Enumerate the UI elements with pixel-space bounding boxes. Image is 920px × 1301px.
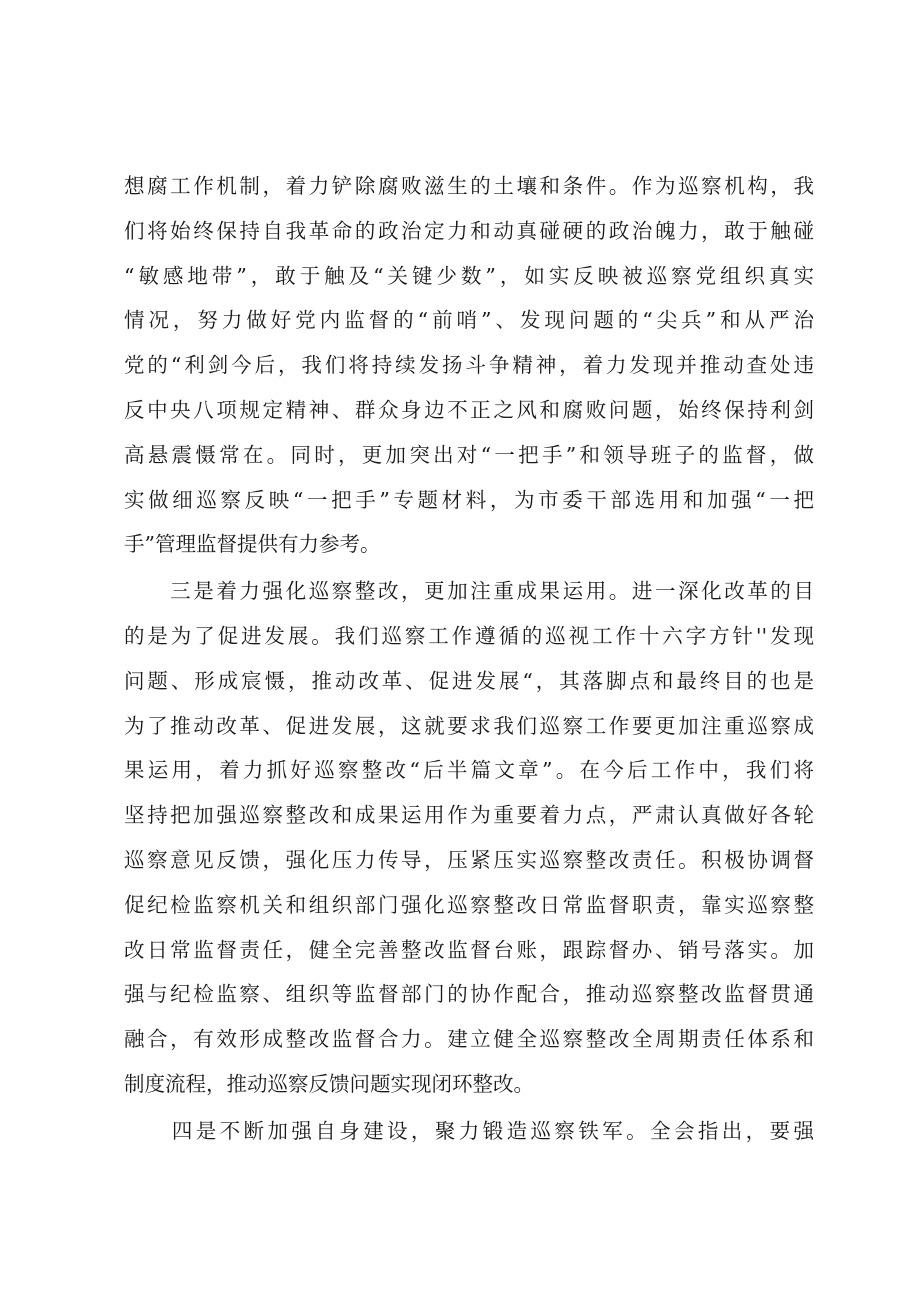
text-line: 党的“利剑今后，我们将持续发扬斗争精神，着力发现并推动查处违 <box>124 353 814 378</box>
text-line: 问题、形成宸慑，推动改革、促进发展“，其落脚点和最终目的也是 <box>124 668 814 693</box>
text-line: 的是为了促进发展。我们巡察工作遵循的巡视工作十六字方针''发现 <box>124 623 814 648</box>
text-line: 想腐工作机制，着力铲除腐败滋生的土壤和条件。作为巡察机构，我 <box>124 174 814 198</box>
text-line: 为了推动改革、促进发展，这就要求我们巡察工作要更加注重巡察成 <box>124 713 814 738</box>
text-line: 制度流程，推动巡察反馈问题实现闭环整改。 <box>124 1071 534 1096</box>
text-line: 三是着力强化巡察整改，更加注重成果运用。进一深化改革的目 <box>124 579 814 604</box>
text-line: 情况，努力做好党内监督的“前哨”、发现问题的“尖兵”和从严治 <box>124 308 814 333</box>
text-line: 强与纪检监察、组织等监督部门的协作配合，推动巡察整改监督贯通 <box>124 982 814 1007</box>
paragraph-continuation <box>124 164 814 567</box>
text-line: 融合，有效形成整改监督合力。建立健全巡察整改全周期责任体系和 <box>124 1027 814 1052</box>
text-line: 们将始终保持自我革命的政治定力和动真碰硬的政治魄力，敢于触碰 <box>124 218 814 243</box>
text-line: 反中央八项规定精神、群众身边不正之风和腐败问题，始终保持利剑 <box>124 397 814 422</box>
text-line: 促纪检监察机关和组织部门强化巡察整改日常监督职责，靠实巡察整 <box>124 892 814 917</box>
text-line: “敏感地带”，敢于触及“关键少数”，如实反映被巡察党组织真实 <box>124 263 814 288</box>
text-line: 果运用，着力抓好巡察整改“后半篇文章”。在今后工作中，我们将 <box>124 758 814 783</box>
text-line: 实做细巡察反映“一把手”专题材料，为市委干部选用和加强“一把 <box>124 487 814 512</box>
text-line: 手”管理监督提供有力参考。 <box>124 532 381 557</box>
text-line: 巡察意见反馈，强化压力传导，压紧压实巡察整改责任。积极协调督 <box>124 847 814 872</box>
text-line: 四是不断加强自身建设，聚力锻造巡察铁军。全会指出，要强 <box>124 1118 814 1143</box>
body-text <box>124 164 814 1154</box>
paragraph-self-building <box>124 1109 814 1154</box>
text-line: 改日常监督责任，健全完善整改监督台账，跟踪督办、销号落实。加 <box>124 937 814 962</box>
text-line: 高悬震慑常在。同时，更加突出对“一把手”和领导班子的监督，做 <box>124 442 814 467</box>
text-line: 坚持把加强巡察整改和成果运用作为重要着力点，严肃认真做好各轮 <box>124 803 814 828</box>
paragraph-rectification <box>124 569 814 1107</box>
